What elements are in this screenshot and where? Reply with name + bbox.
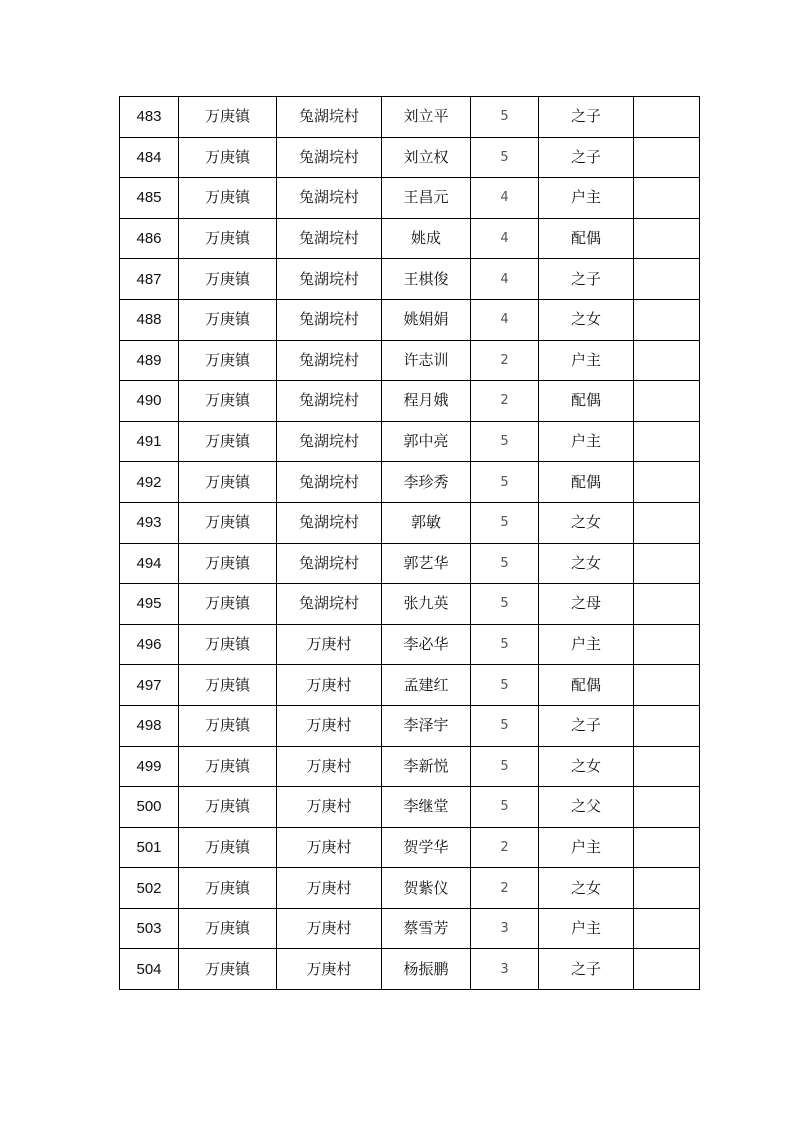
remarks-cell	[634, 97, 700, 138]
village-cell: 万庚村	[277, 746, 382, 787]
serial-number-cell: 500	[120, 787, 179, 828]
remarks-cell	[634, 381, 700, 422]
town-cell: 万庚镇	[179, 908, 277, 949]
relation-cell: 户主	[539, 178, 634, 219]
remarks-cell	[634, 949, 700, 990]
town-cell: 万庚镇	[179, 137, 277, 178]
table-row	[120, 584, 700, 625]
village-cell: 兔湖垸村	[277, 462, 382, 503]
remarks-cell	[634, 137, 700, 178]
relation-cell: 之子	[539, 949, 634, 990]
serial-number-cell: 492	[120, 462, 179, 503]
town-cell: 万庚镇	[179, 502, 277, 543]
serial-number-cell: 499	[120, 746, 179, 787]
relation-cell: 户主	[539, 908, 634, 949]
table-row	[120, 340, 700, 381]
serial-number-cell: 486	[120, 218, 179, 259]
remarks-cell	[634, 868, 700, 909]
village-cell: 兔湖垸村	[277, 178, 382, 219]
serial-number-cell: 493	[120, 502, 179, 543]
household-roster-table	[119, 96, 700, 990]
household-size-cell: 5	[471, 705, 539, 746]
serial-number-cell: 504	[120, 949, 179, 990]
table-row	[120, 949, 700, 990]
relation-cell: 户主	[539, 827, 634, 868]
person-name-cell: 李必华	[382, 624, 471, 665]
table-row	[120, 705, 700, 746]
town-cell: 万庚镇	[179, 299, 277, 340]
household-size-cell: 5	[471, 97, 539, 138]
person-name-cell: 姚成	[382, 218, 471, 259]
household-size-cell: 3	[471, 908, 539, 949]
person-name-cell: 刘立权	[382, 137, 471, 178]
serial-number-cell: 487	[120, 259, 179, 300]
town-cell: 万庚镇	[179, 259, 277, 300]
table-row	[120, 624, 700, 665]
relation-cell: 之子	[539, 97, 634, 138]
town-cell: 万庚镇	[179, 218, 277, 259]
remarks-cell	[634, 259, 700, 300]
town-cell: 万庚镇	[179, 340, 277, 381]
remarks-cell	[634, 462, 700, 503]
household-size-cell: 2	[471, 868, 539, 909]
relation-cell: 配偶	[539, 381, 634, 422]
relation-cell: 配偶	[539, 665, 634, 706]
remarks-cell	[634, 340, 700, 381]
serial-number-cell: 501	[120, 827, 179, 868]
household-size-cell: 2	[471, 827, 539, 868]
town-cell: 万庚镇	[179, 624, 277, 665]
village-cell: 兔湖垸村	[277, 584, 382, 625]
table-row	[120, 502, 700, 543]
person-name-cell: 李继堂	[382, 787, 471, 828]
remarks-cell	[634, 218, 700, 259]
household-size-cell: 5	[471, 746, 539, 787]
village-cell: 万庚村	[277, 665, 382, 706]
serial-number-cell: 496	[120, 624, 179, 665]
person-name-cell: 李新悦	[382, 746, 471, 787]
household-size-cell: 3	[471, 949, 539, 990]
household-size-cell: 5	[471, 137, 539, 178]
town-cell: 万庚镇	[179, 949, 277, 990]
town-cell: 万庚镇	[179, 421, 277, 462]
village-cell: 兔湖垸村	[277, 421, 382, 462]
person-name-cell: 张九英	[382, 584, 471, 625]
village-cell: 兔湖垸村	[277, 381, 382, 422]
village-cell: 兔湖垸村	[277, 299, 382, 340]
remarks-cell	[634, 705, 700, 746]
person-name-cell: 孟建红	[382, 665, 471, 706]
remarks-cell	[634, 178, 700, 219]
relation-cell: 之女	[539, 299, 634, 340]
town-cell: 万庚镇	[179, 827, 277, 868]
table-row	[120, 218, 700, 259]
household-size-cell: 5	[471, 543, 539, 584]
village-cell: 万庚村	[277, 787, 382, 828]
village-cell: 兔湖垸村	[277, 218, 382, 259]
serial-number-cell: 497	[120, 665, 179, 706]
remarks-cell	[634, 543, 700, 584]
remarks-cell	[634, 908, 700, 949]
table-row	[120, 97, 700, 138]
town-cell: 万庚镇	[179, 462, 277, 503]
serial-number-cell: 484	[120, 137, 179, 178]
table-row	[120, 299, 700, 340]
town-cell: 万庚镇	[179, 584, 277, 625]
village-cell: 兔湖垸村	[277, 502, 382, 543]
person-name-cell: 贺学华	[382, 827, 471, 868]
table-row	[120, 462, 700, 503]
village-cell: 万庚村	[277, 624, 382, 665]
serial-number-cell: 488	[120, 299, 179, 340]
remarks-cell	[634, 421, 700, 462]
household-size-cell: 5	[471, 502, 539, 543]
village-cell: 万庚村	[277, 827, 382, 868]
relation-cell: 之女	[539, 543, 634, 584]
household-size-cell: 4	[471, 218, 539, 259]
relation-cell: 之父	[539, 787, 634, 828]
relation-cell: 之子	[539, 705, 634, 746]
person-name-cell: 李泽宇	[382, 705, 471, 746]
person-name-cell: 郭艺华	[382, 543, 471, 584]
village-cell: 兔湖垸村	[277, 97, 382, 138]
town-cell: 万庚镇	[179, 97, 277, 138]
household-size-cell: 5	[471, 584, 539, 625]
relation-cell: 户主	[539, 421, 634, 462]
table-body	[120, 97, 700, 990]
person-name-cell: 郭中亮	[382, 421, 471, 462]
town-cell: 万庚镇	[179, 746, 277, 787]
village-cell: 万庚村	[277, 705, 382, 746]
town-cell: 万庚镇	[179, 868, 277, 909]
relation-cell: 配偶	[539, 218, 634, 259]
table-row	[120, 259, 700, 300]
relation-cell: 之女	[539, 746, 634, 787]
household-size-cell: 4	[471, 259, 539, 300]
village-cell: 万庚村	[277, 908, 382, 949]
person-name-cell: 姚娟娟	[382, 299, 471, 340]
table-row	[120, 787, 700, 828]
remarks-cell	[634, 827, 700, 868]
table-row	[120, 381, 700, 422]
table-row	[120, 868, 700, 909]
household-size-cell: 5	[471, 624, 539, 665]
table-row	[120, 543, 700, 584]
relation-cell: 户主	[539, 340, 634, 381]
village-cell: 兔湖垸村	[277, 137, 382, 178]
town-cell: 万庚镇	[179, 787, 277, 828]
table-row	[120, 421, 700, 462]
serial-number-cell: 490	[120, 381, 179, 422]
relation-cell: 之女	[539, 502, 634, 543]
serial-number-cell: 483	[120, 97, 179, 138]
remarks-cell	[634, 624, 700, 665]
serial-number-cell: 489	[120, 340, 179, 381]
remarks-cell	[634, 665, 700, 706]
town-cell: 万庚镇	[179, 381, 277, 422]
table-row	[120, 137, 700, 178]
household-size-cell: 4	[471, 299, 539, 340]
person-name-cell: 程月娥	[382, 381, 471, 422]
remarks-cell	[634, 787, 700, 828]
relation-cell: 之女	[539, 868, 634, 909]
person-name-cell: 王昌元	[382, 178, 471, 219]
town-cell: 万庚镇	[179, 543, 277, 584]
village-cell: 兔湖垸村	[277, 543, 382, 584]
relation-cell: 之子	[539, 137, 634, 178]
table-row	[120, 178, 700, 219]
household-size-cell: 2	[471, 381, 539, 422]
serial-number-cell: 498	[120, 705, 179, 746]
household-size-cell: 5	[471, 462, 539, 503]
relation-cell: 户主	[539, 624, 634, 665]
remarks-cell	[634, 502, 700, 543]
serial-number-cell: 494	[120, 543, 179, 584]
household-size-cell: 5	[471, 665, 539, 706]
person-name-cell: 李珍秀	[382, 462, 471, 503]
serial-number-cell: 495	[120, 584, 179, 625]
household-size-cell: 2	[471, 340, 539, 381]
household-size-cell: 5	[471, 787, 539, 828]
village-cell: 兔湖垸村	[277, 340, 382, 381]
person-name-cell: 郭敏	[382, 502, 471, 543]
table-row	[120, 827, 700, 868]
person-name-cell: 贺紫仪	[382, 868, 471, 909]
village-cell: 兔湖垸村	[277, 259, 382, 300]
serial-number-cell: 503	[120, 908, 179, 949]
remarks-cell	[634, 584, 700, 625]
serial-number-cell: 502	[120, 868, 179, 909]
village-cell: 万庚村	[277, 949, 382, 990]
remarks-cell	[634, 299, 700, 340]
person-name-cell: 许志训	[382, 340, 471, 381]
person-name-cell: 刘立平	[382, 97, 471, 138]
town-cell: 万庚镇	[179, 178, 277, 219]
village-cell: 万庚村	[277, 868, 382, 909]
town-cell: 万庚镇	[179, 665, 277, 706]
remarks-cell	[634, 746, 700, 787]
household-size-cell: 5	[471, 421, 539, 462]
person-name-cell: 蔡雪芳	[382, 908, 471, 949]
table-row	[120, 746, 700, 787]
relation-cell: 配偶	[539, 462, 634, 503]
table-row	[120, 665, 700, 706]
household-size-cell: 4	[471, 178, 539, 219]
person-name-cell: 王棋俊	[382, 259, 471, 300]
person-name-cell: 杨振鹏	[382, 949, 471, 990]
table-row	[120, 908, 700, 949]
serial-number-cell: 485	[120, 178, 179, 219]
serial-number-cell: 491	[120, 421, 179, 462]
relation-cell: 之子	[539, 259, 634, 300]
town-cell: 万庚镇	[179, 705, 277, 746]
relation-cell: 之母	[539, 584, 634, 625]
